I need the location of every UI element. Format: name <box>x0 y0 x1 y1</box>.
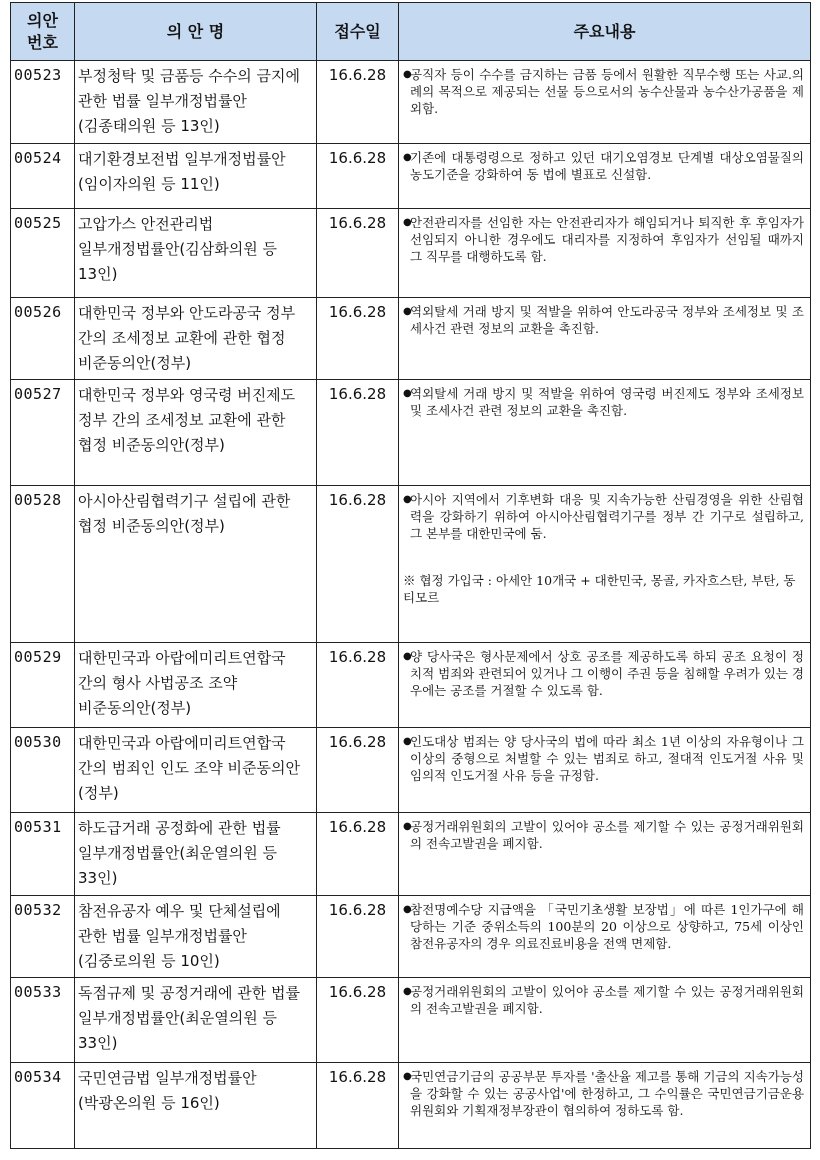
bullet-icon: ● <box>403 651 412 662</box>
table-row <box>11 896 811 978</box>
bullet-icon: ● <box>403 736 412 747</box>
summary-bullet-line <box>403 901 804 952</box>
bill-name: 국민연금법 일부개정법률안(박광온의원 등 16인) <box>75 1063 317 1149</box>
table-row <box>11 144 811 209</box>
header-bill-name-label: 의 안 명 <box>166 21 225 41</box>
bullet-icon: ● <box>403 986 412 997</box>
header-bill-no-label: 의안 번호 <box>27 10 58 52</box>
bill-name: 아시아산림협력기구 설립에 관한 협정 비준동의안(정부) <box>75 486 317 643</box>
table-row <box>11 728 811 813</box>
received-date: 16.6.28 <box>317 298 399 380</box>
bill-number: 00529 <box>11 643 75 728</box>
summary-text: 국민연금기금의 공공부문 투자를 '출산율 제고를 통해 기금의 지속가능성을 강화할 수 있는 공공사업'에 한정하고, 그 수익률은 국민연금기금운용위원회와 기획재정부장관이 협의하여 정하도록 함. <box>410 1069 804 1118</box>
table-row <box>11 486 811 643</box>
bill-summary <box>399 813 811 896</box>
bill-summary <box>399 380 811 486</box>
table-row <box>11 209 811 298</box>
bill-name: 부정청탁 및 금품등 수수의 금지에 관한 법률 일부개정법률안(김종태의원 등 13인) <box>75 61 317 144</box>
bullet-icon: ● <box>403 494 412 505</box>
table-row <box>11 61 811 144</box>
summary-text: 공정거래위원회의 고발이 있어야 공소를 제기할 수 있는 공정거래위원회의 전속고발권을 폐지함. <box>410 984 804 1016</box>
bill-number: 00533 <box>11 978 75 1063</box>
bill-number: 00531 <box>11 813 75 896</box>
table-row <box>11 978 811 1063</box>
bill-summary <box>399 298 811 380</box>
bill-summary <box>399 209 811 298</box>
received-date: 16.6.28 <box>317 813 399 896</box>
bullet-icon: ● <box>403 217 412 228</box>
table-row <box>11 380 811 486</box>
summary-text: 역외탈세 거래 방지 및 적발을 위하여 영국령 버진제도 정부와 조세정보 및 조세사건 관련 정보의 교환을 촉진함. <box>410 386 804 418</box>
received-date: 16.6.28 <box>317 978 399 1063</box>
bill-summary <box>399 643 811 728</box>
received-date: 16.6.28 <box>317 144 399 209</box>
bill-summary <box>399 978 811 1063</box>
bill-summary <box>399 728 811 813</box>
bill-name: 하도급거래 공정화에 관한 법률 일부개정법률안(최운열의원 등 33인) <box>75 813 317 896</box>
bill-number: 00527 <box>11 380 75 486</box>
summary-text: 공정거래위원회의 고발이 있어야 공소를 제기할 수 있는 공정거래위원회의 전속고발권을 폐지함. <box>410 819 804 851</box>
received-date: 16.6.28 <box>317 896 399 978</box>
received-date: 16.6.28 <box>317 209 399 298</box>
summary-text: 양 당사국은 형사문제에서 상호 공조를 제공하도록 하되 공조 요청이 정치적 범죄와 관련되어 있거나 그 이행이 주권 등을 침해할 우려가 있는 경우에는 공조를 거절할 수 있도록 함. <box>410 649 804 698</box>
table-row <box>11 813 811 896</box>
received-date: 16.6.28 <box>317 728 399 813</box>
received-date: 16.6.28 <box>317 61 399 144</box>
bullet-icon: ● <box>403 306 412 317</box>
header-received-date-label: 접수일 <box>334 21 381 41</box>
summary-bullet-line <box>403 214 804 265</box>
bill-name: 고압가스 안전관리법 일부개정법률안(김삼화의원 등 13인) <box>75 209 317 298</box>
summary-bullet-line <box>403 648 804 699</box>
bill-name: 대한민국과 아랍에미리트연합국 간의 범죄인 인도 조약 비준동의안(정부) <box>75 728 317 813</box>
table-row <box>11 298 811 380</box>
bullet-icon: ● <box>403 388 412 399</box>
summary-bullet-line <box>403 983 804 1017</box>
received-date: 16.6.28 <box>317 1063 399 1149</box>
bill-table <box>10 2 811 1149</box>
summary-bullet-line <box>403 303 804 337</box>
bill-summary <box>399 486 811 643</box>
summary-text: 안전관리자를 선임한 자는 안전관리자가 해임되거나 퇴직한 후 후임자가 선임되지 아니한 경우에도 대리자를 지정하여 후임자가 선임될 때까지 그 직무를 대행하도록 함. <box>410 215 804 264</box>
summary-text: 기존에 대통령령으로 정하고 있던 대기오염경보 단계별 대상오염물질의 농도기준을 강화하여 동 법에 별표로 신설함. <box>410 150 804 182</box>
bill-number: 00532 <box>11 896 75 978</box>
summary-bullet-line <box>403 733 804 784</box>
summary-note: ※ 협정 가입국 : 아세안 10개국 + 대한민국, 몽골, 카자흐스탄, 부탄, 동티모르 <box>403 573 796 605</box>
bill-summary <box>399 61 811 144</box>
header-summary-label: 주요내용 <box>573 21 636 41</box>
bill-summary <box>399 1063 811 1149</box>
header-bill-name <box>75 3 317 61</box>
summary-bullet-line <box>403 818 804 852</box>
bullet-icon: ● <box>403 904 412 915</box>
bill-number: 00524 <box>11 144 75 209</box>
bullet-icon: ● <box>403 69 412 80</box>
summary-text: 참전명예수당 지급액을 「국민기초생활 보장법」에 따른 1인가구에 해당하는 기준 중위소득의 100분의 20 이상으로 상향하고, 75세 이상인 참전유공자의 경우 의료진료비용을 전액 면제함. <box>410 902 804 951</box>
table-row <box>11 1063 811 1149</box>
received-date: 16.6.28 <box>317 486 399 643</box>
bill-name: 대한민국과 아랍에미리트연합국 간의 형사 사법공조 조약 비준동의안(정부) <box>75 643 317 728</box>
summary-text: 공직자 등이 수수를 금지하는 금품 등에서 원활한 직무수행 또는 사교.의례의 목적으로 제공되는 선물 등으로서의 농수산물과 농수산가공품을 제외함. <box>410 67 804 116</box>
summary-text: 아시아 지역에서 기후변화 대응 및 지속가능한 산림경영을 위한 산림협력을 강화하기 위하여 아시아산림협력기구를 정부 간 기구로 설립하고, 그 본부를 대한민국에 둠. <box>410 492 804 541</box>
table-body <box>11 61 811 1149</box>
summary-text: 역외탈세 거래 방지 및 적발을 위하여 안도라공국 정부와 조세정보 및 조세사건 관련 정보의 교환을 촉진함. <box>410 304 804 336</box>
bullet-icon: ● <box>403 1071 412 1082</box>
summary-bullet-line <box>403 66 804 117</box>
header-received-date <box>317 3 399 61</box>
bullet-icon: ● <box>403 821 412 832</box>
bill-number: 00525 <box>11 209 75 298</box>
summary-bullet-line <box>403 385 804 419</box>
summary-bullet-line <box>403 491 804 542</box>
header-summary <box>399 3 811 61</box>
bill-number: 00534 <box>11 1063 75 1149</box>
bullet-icon: ● <box>403 152 412 163</box>
bill-number: 00526 <box>11 298 75 380</box>
header-bill-no <box>11 3 75 61</box>
table-row <box>11 643 811 728</box>
received-date: 16.6.28 <box>317 380 399 486</box>
bill-name: 대한민국 정부와 안도라공국 정부 간의 조세정보 교환에 관한 협정 비준동의안(정부) <box>75 298 317 380</box>
header-row <box>11 3 811 61</box>
bill-number: 00530 <box>11 728 75 813</box>
summary-bullet-line <box>403 1068 804 1119</box>
bill-number: 00528 <box>11 486 75 643</box>
received-date: 16.6.28 <box>317 643 399 728</box>
bill-summary <box>399 896 811 978</box>
bill-name: 참전유공자 예우 및 단체설립에 관한 법률 일부개정법률안(김중로의원 등 10인) <box>75 896 317 978</box>
summary-bullet-line <box>403 149 804 183</box>
summary-text: 인도대상 범죄는 양 당사국의 법에 따라 최소 1년 이상의 자유형이나 그 이상의 중형으로 처벌할 수 있는 범죄로 하고, 절대적 인도거절 사유 및 임의적 인도거절 사유 등을 규정함. <box>410 734 804 783</box>
bill-summary <box>399 144 811 209</box>
bill-name: 대한민국 정부와 영국령 버진제도 정부 간의 조세정보 교환에 관한 협정 비준동의안(정부) <box>75 380 317 486</box>
bill-name: 독점규제 및 공정거래에 관한 법률 일부개정법률안(최운열의원 등 33인) <box>75 978 317 1063</box>
bill-number: 00523 <box>11 61 75 144</box>
bill-name: 대기환경보전법 일부개정법률안(임이자의원 등 11인) <box>75 144 317 209</box>
